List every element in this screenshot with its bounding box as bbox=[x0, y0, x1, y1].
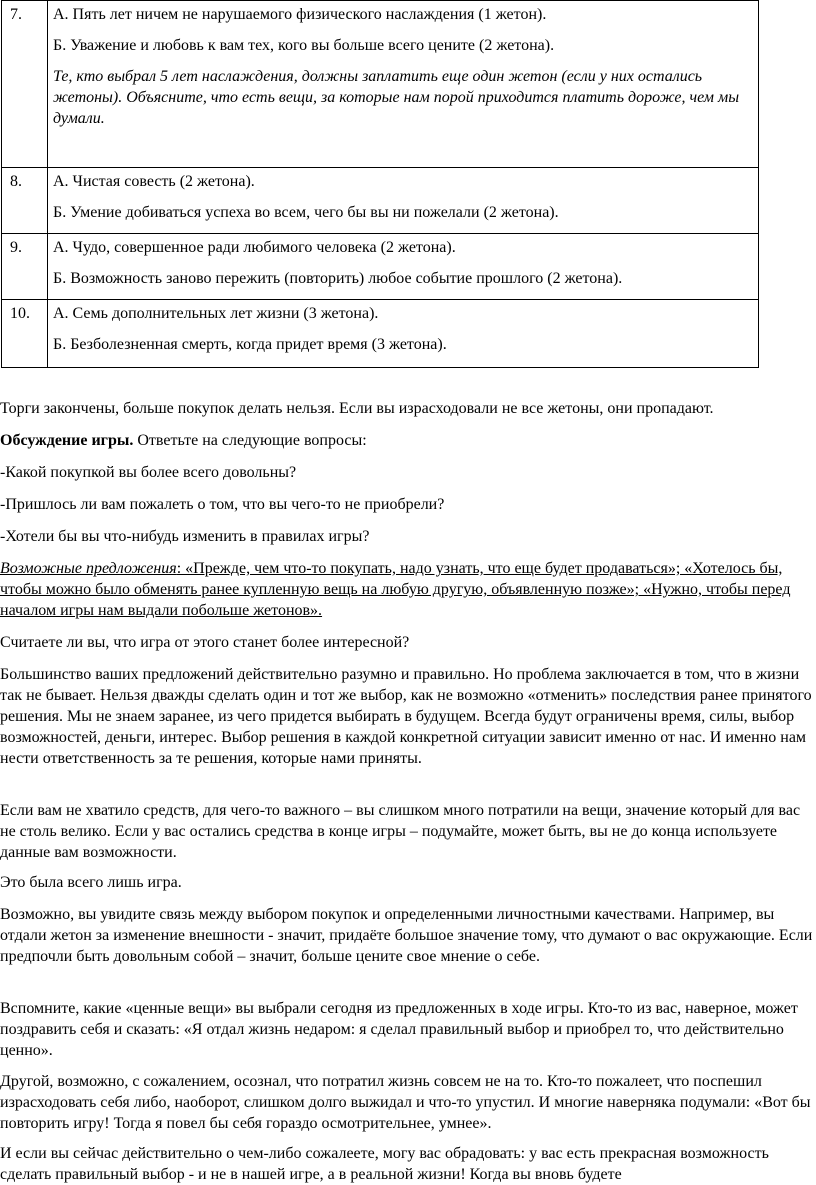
option-b: Б. Уважение и любовь к вам тех, кого вы больше всего цените (2 жетона). bbox=[53, 37, 555, 54]
option-b: Б. Безболезненная смерть, когда придет время (3 жетона). bbox=[53, 336, 447, 353]
row-options bbox=[48, 168, 759, 234]
paragraph-funds: Если вам не хватило средств, для чего-то важного – вы слишком много потратили на вещи, значение который для вас не столь велико. Если у вас остались средства в конце игры – подумайте, может быть, вы не до конца используете данные вам возможности. bbox=[0, 802, 801, 861]
table-row bbox=[2, 168, 759, 234]
option-a: А. Чистая совесть (2 жетона). bbox=[53, 173, 255, 190]
option-b: Б. Умение добиваться успеха во всем, чего бы вы ни пожелали (2 жетона). bbox=[53, 204, 559, 221]
paragraph-personal-qualities: Возможно, вы увидите связь между выбором покупок и определенными личностными качествами. Например, вы отдали жетон за изменение внешности - значит, придаёте большое значение тому, что думают о вас окружающие. Если предпочли быть довольным собой – значит, больше цените свое мнение о себе. bbox=[0, 906, 813, 965]
option-a: А. Чудо, совершенное ради любимого человека (2 жетона). bbox=[53, 239, 456, 256]
suggestions-text: : «Прежде, чем что-то покупать, надо узнать, что еще будет продаваться»; «Хотелось бы, чтобы можно было обменять ранее купленную вещь на любую другую, объявленную позже»; «Нужно, чтобы перед началом игры нам выдали побольше жетонов». bbox=[0, 560, 791, 619]
option-a: А. Пять лет ничем не нарушаемого физического наслаждения (1 жетон). bbox=[53, 6, 547, 23]
table-row bbox=[2, 300, 759, 368]
paragraph-real-life: И если вы сейчас действительно о чем-либо сожалеете, могу вас обрадовать: у вас есть прекрасная возможность сделать правильный выбор - и не в нашей игре, а в реальной жизни! Когда вы вновь будете bbox=[0, 1145, 769, 1183]
paragraph-just-a-game: Это была всего лишь игра. bbox=[0, 874, 182, 891]
table-row bbox=[2, 234, 759, 300]
paragraph-regret: Другой, возможно, с сожалением, осознал, что потратил жизнь совсем не на то. Кто-то пожалеет, что поспешил израсходовать себя либо, наоборот, слишком долго выжидал и что-то упустил. И многие наверняка подумали: «Вот бы повторить игру! Тогда я повел бы себя гораздо осмотрительнее, умнее». bbox=[0, 1073, 811, 1132]
suggestions-label: Возможные предложения bbox=[0, 560, 177, 577]
option-b: Б. Возможность заново пережить (повторить) любое событие прошлого (2 жетона). bbox=[53, 270, 623, 287]
option-note: Те, кто выбрал 5 лет наслаждения, должны заплатить еще один жетон (если у них остались жетоны). Объясните, что есть вещи, за которые нам порой приходится платить дороже, чем мы думали. bbox=[53, 68, 740, 127]
row-options bbox=[48, 234, 759, 300]
question-2: -Пришлось ли вам пожалеть о том, что вы чего-то не приобрели? bbox=[0, 496, 445, 513]
paragraph-suggestions bbox=[0, 558, 814, 621]
row-number: 8. bbox=[2, 168, 48, 234]
question-1: -Какой покупкой вы более всего довольны? bbox=[0, 464, 297, 481]
discussion-heading: Обсуждение игры. bbox=[0, 432, 134, 449]
paragraph-trading-over: Торги закончены, больше покупок делать нельзя. Если вы израсходовали не все жетоны, они пропадают. bbox=[0, 400, 714, 417]
paragraph-interesting: Считаете ли вы, что игра от этого станет более интересной? bbox=[0, 634, 410, 651]
row-number: 7. bbox=[2, 1, 48, 168]
question-3: -Хотели бы вы что-нибудь изменить в правилах игры? bbox=[0, 528, 370, 545]
paragraph-majority: Большинство ваших предложений действительно разумно и правильно. Но проблема заключается в том, что в жизни так не бывает. Нельзя дважды сделать один и тот же выбор, как не возможно «отменить» последствия ранее принятого решения. Мы не знаем заранее, из чего придется выбирать в будущем. Всегда будут ограничены время, силы, выбор возможностей, деньги, интерес. Выбор решения в каждой конкретной ситуации зависит именно от нас. И именно нам нести ответственность за те решения, которые нами приняты. bbox=[0, 666, 812, 767]
discussion-intro: Ответьте на следующие вопросы: bbox=[133, 432, 367, 449]
row-options bbox=[48, 300, 759, 368]
paragraph-discussion bbox=[0, 430, 814, 451]
paragraph-remember: Вспомните, какие «ценные вещи» вы выбрали сегодня из предложенных в ходе игры. Кто-то из вас, наверное, может поздравить себя и сказать: «Я отдал жизнь недаром: я сделал правильный выбор и приобрел то, что действительно ценно». bbox=[0, 1000, 798, 1059]
row-options bbox=[48, 1, 759, 168]
purchase-options-table bbox=[1, 0, 759, 368]
option-a: А. Семь дополнительных лет жизни (3 жетона). bbox=[53, 305, 379, 322]
row-number: 9. bbox=[2, 234, 48, 300]
table-row bbox=[2, 1, 759, 168]
row-number: 10. bbox=[2, 300, 48, 368]
